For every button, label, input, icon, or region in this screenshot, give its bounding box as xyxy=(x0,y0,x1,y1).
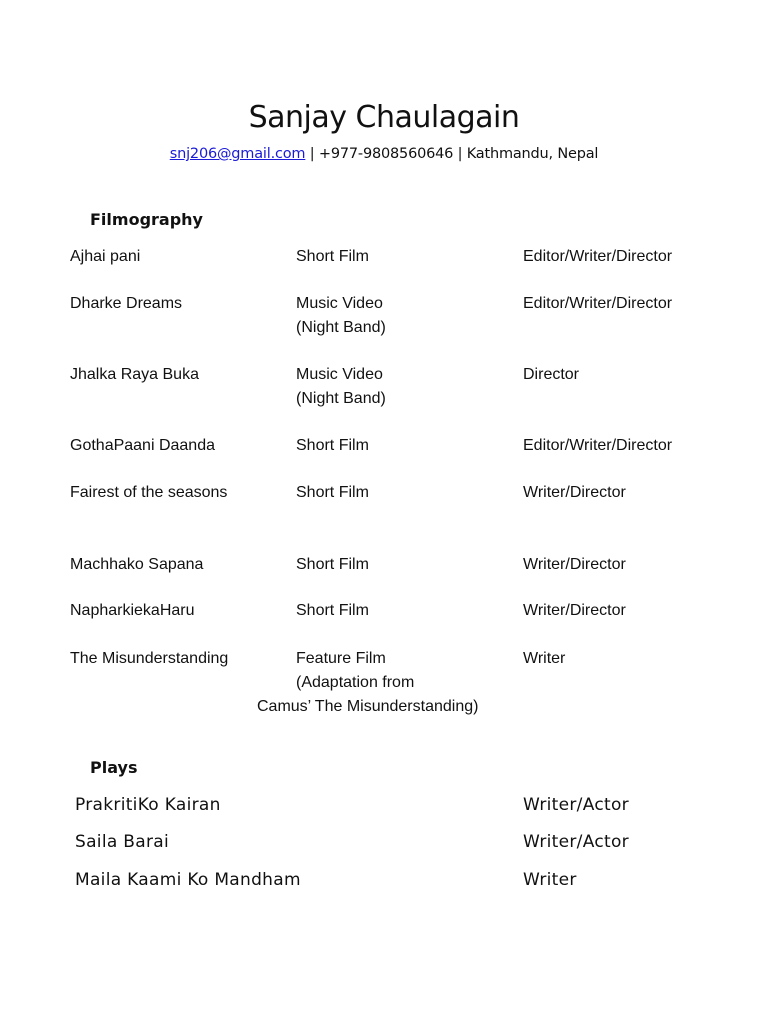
film-role: Editor/Writer/Director xyxy=(523,437,673,454)
film-type-label: Music Video xyxy=(296,366,383,383)
film-type-label: Short Film xyxy=(296,437,369,454)
play-role: Writer/Actor xyxy=(523,795,629,815)
film-role: Director xyxy=(523,366,580,383)
film-title: Fairest of the seasons xyxy=(70,484,228,501)
film-type xyxy=(296,434,369,458)
play-title: PrakritiKo Kairan xyxy=(75,795,221,815)
film-type xyxy=(296,553,369,577)
film-role: Writer xyxy=(523,650,566,667)
play-role: Writer xyxy=(523,870,577,890)
contact-separator: | xyxy=(457,146,463,162)
film-type-label: Short Film xyxy=(296,484,369,501)
email-link[interactable]: snj206@gmail.com xyxy=(169,146,306,162)
film-type xyxy=(296,481,369,505)
film-type xyxy=(296,363,386,411)
film-type-label: Feature Film xyxy=(296,650,386,667)
contact-separator: | xyxy=(309,146,315,162)
phone-number: +977-9808560646 xyxy=(318,146,454,162)
film-type-label: Short Film xyxy=(296,602,369,619)
film-title: Machhako Sapana xyxy=(70,556,204,573)
film-type-label: Short Film xyxy=(296,556,369,573)
play-title: Saila Barai xyxy=(75,832,169,852)
film-type xyxy=(296,292,386,340)
film-title: Dharke Dreams xyxy=(70,295,183,312)
film-type-detail: (Night Band) xyxy=(296,390,386,407)
film-type-detail: (Adaptation from xyxy=(296,674,415,691)
film-type-detail: Camus’ The Misunderstanding) xyxy=(257,698,479,715)
film-role: Editor/Writer/Director xyxy=(523,248,673,265)
filmography-heading: Filmography xyxy=(90,210,203,229)
plays-heading: Plays xyxy=(90,758,138,777)
film-title: GothaPaani Daanda xyxy=(70,437,215,454)
film-type-detail: (Night Band) xyxy=(296,319,386,336)
play-title: Maila Kaami Ko Mandham xyxy=(75,870,301,890)
film-title: Jhalka Raya Buka xyxy=(70,366,199,383)
film-role: Writer/Director xyxy=(523,602,626,619)
film-role: Writer/Director xyxy=(523,556,626,573)
film-type-label: Short Film xyxy=(296,248,369,265)
resume-name: Sanjay Chaulagain xyxy=(248,100,520,135)
film-type xyxy=(257,647,479,719)
film-type-label: Music Video xyxy=(296,295,383,312)
film-type xyxy=(296,245,369,269)
film-title: NapharkiekaHaru xyxy=(70,602,195,619)
contact-line xyxy=(0,144,768,164)
play-role: Writer/Actor xyxy=(523,832,629,852)
film-type xyxy=(296,599,369,623)
location: Kathmandu, Nepal xyxy=(466,146,599,162)
film-role: Editor/Writer/Director xyxy=(523,295,673,312)
film-title: The Misunderstanding xyxy=(70,650,229,667)
film-role: Writer/Director xyxy=(523,484,626,501)
film-title: Ajhai pani xyxy=(70,248,141,265)
